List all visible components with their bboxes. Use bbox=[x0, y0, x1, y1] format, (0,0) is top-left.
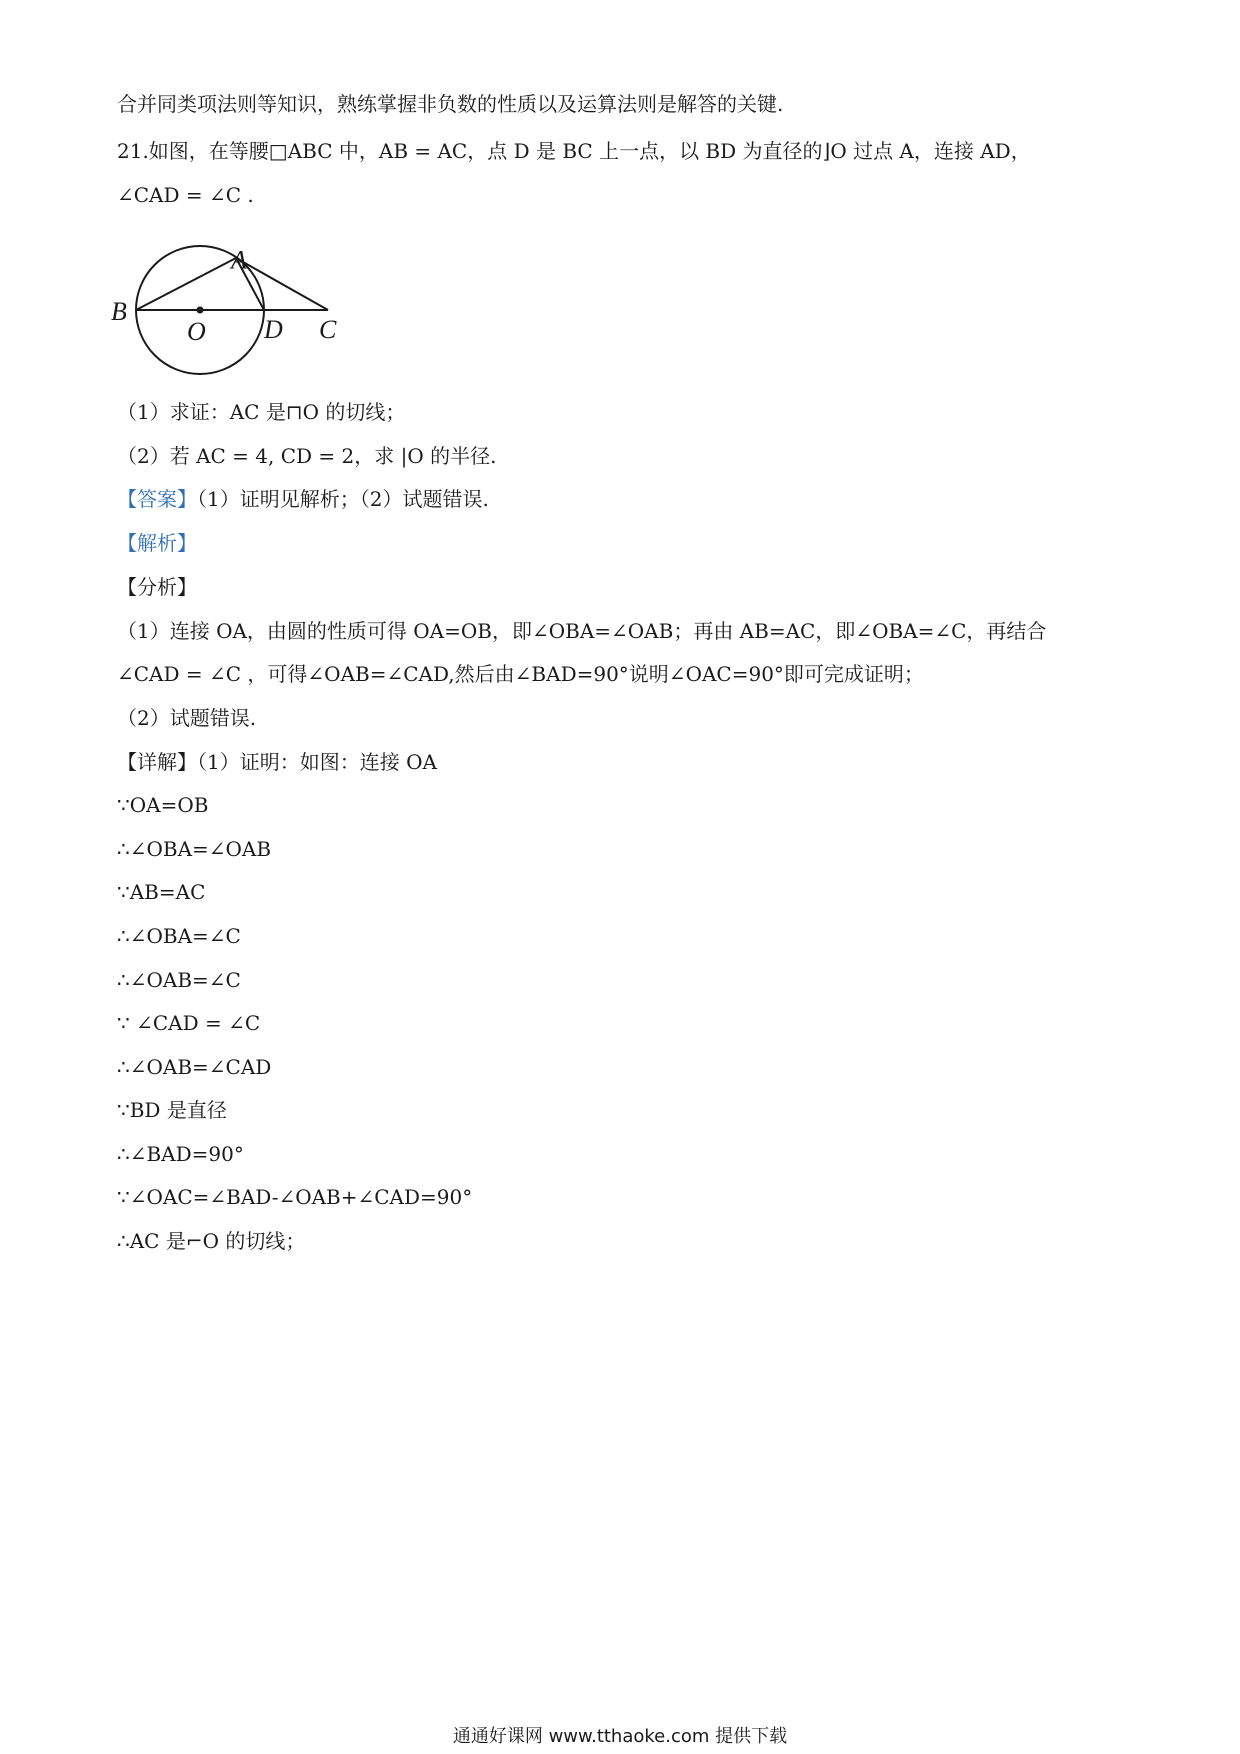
label-d: D bbox=[264, 315, 283, 344]
label-c: C bbox=[319, 315, 337, 344]
label-o: O bbox=[187, 317, 206, 346]
analysis-tag: 【解析】 bbox=[117, 531, 197, 555]
proof-step: ∴∠OAB=∠C bbox=[117, 968, 241, 992]
paragraph-line: 合并同类项法则等知识，熟练掌握非负数的性质以及运算法则是解答的关键. bbox=[117, 92, 784, 116]
segment-ba bbox=[136, 258, 236, 310]
analysis-heading: 【分析】 bbox=[117, 575, 197, 599]
answer-line bbox=[117, 485, 489, 513]
question-1: （1）求证：AC 是⊓O 的切线； bbox=[117, 400, 406, 424]
answer-text: （1）证明见解析；（2）试题错误. bbox=[197, 487, 489, 511]
proof-step: ∴∠OBA=∠OAB bbox=[117, 837, 272, 861]
proof-step: ∴∠BAD=90° bbox=[117, 1142, 244, 1166]
proof-step: ∴∠OBA=∠C bbox=[117, 924, 241, 948]
proof-step: ∵BD 是直径 bbox=[117, 1098, 227, 1122]
proof-step: ∴∠OAB=∠CAD bbox=[117, 1055, 272, 1079]
analysis-line: （1）连接 OA，由圆的性质可得 OA=OB，即∠OBA=∠OAB；再由 AB=AC，即∠OBA=∠C，再结合 bbox=[117, 619, 1047, 643]
label-b: B bbox=[111, 297, 127, 326]
proof-step: ∵OA=OB bbox=[117, 793, 209, 817]
label-a: A bbox=[231, 245, 247, 275]
center-point-o bbox=[197, 307, 204, 314]
proof-step: ∵ ∠CAD = ∠C bbox=[117, 1011, 261, 1035]
proof-step: ∵AB=AC bbox=[117, 880, 206, 904]
answer-tag: 【答案】 bbox=[117, 487, 197, 511]
solution-heading: 【详解】（1）证明：如图：连接 OA bbox=[117, 750, 437, 774]
problem-condition: ∠CAD = ∠C . bbox=[117, 183, 254, 207]
question-2: （2）若 AC = 4, CD = 2，求 |O 的半径. bbox=[117, 444, 497, 468]
proof-step: ∵∠OAC=∠BAD-∠OAB+∠CAD=90° bbox=[117, 1185, 473, 1209]
proof-step: ∴AC 是⌐O 的切线； bbox=[117, 1229, 306, 1253]
footer-source: 通通好课网 www.tthaoke.com 提供下载 bbox=[452, 1726, 788, 1747]
analysis-line: ∠CAD = ∠C ，可得∠OAB=∠CAD,然后由∠BAD=90°说明∠OAC=90°即可完成证明； bbox=[117, 662, 924, 686]
problem-statement: 21.如图，在等腰□ABC 中，AB = AC，点 D 是 BC 上一点，以 BD 为直径的⌋O 过点 A，连接 AD， bbox=[117, 139, 1031, 163]
analysis-line: （2）试题错误. bbox=[117, 706, 257, 730]
